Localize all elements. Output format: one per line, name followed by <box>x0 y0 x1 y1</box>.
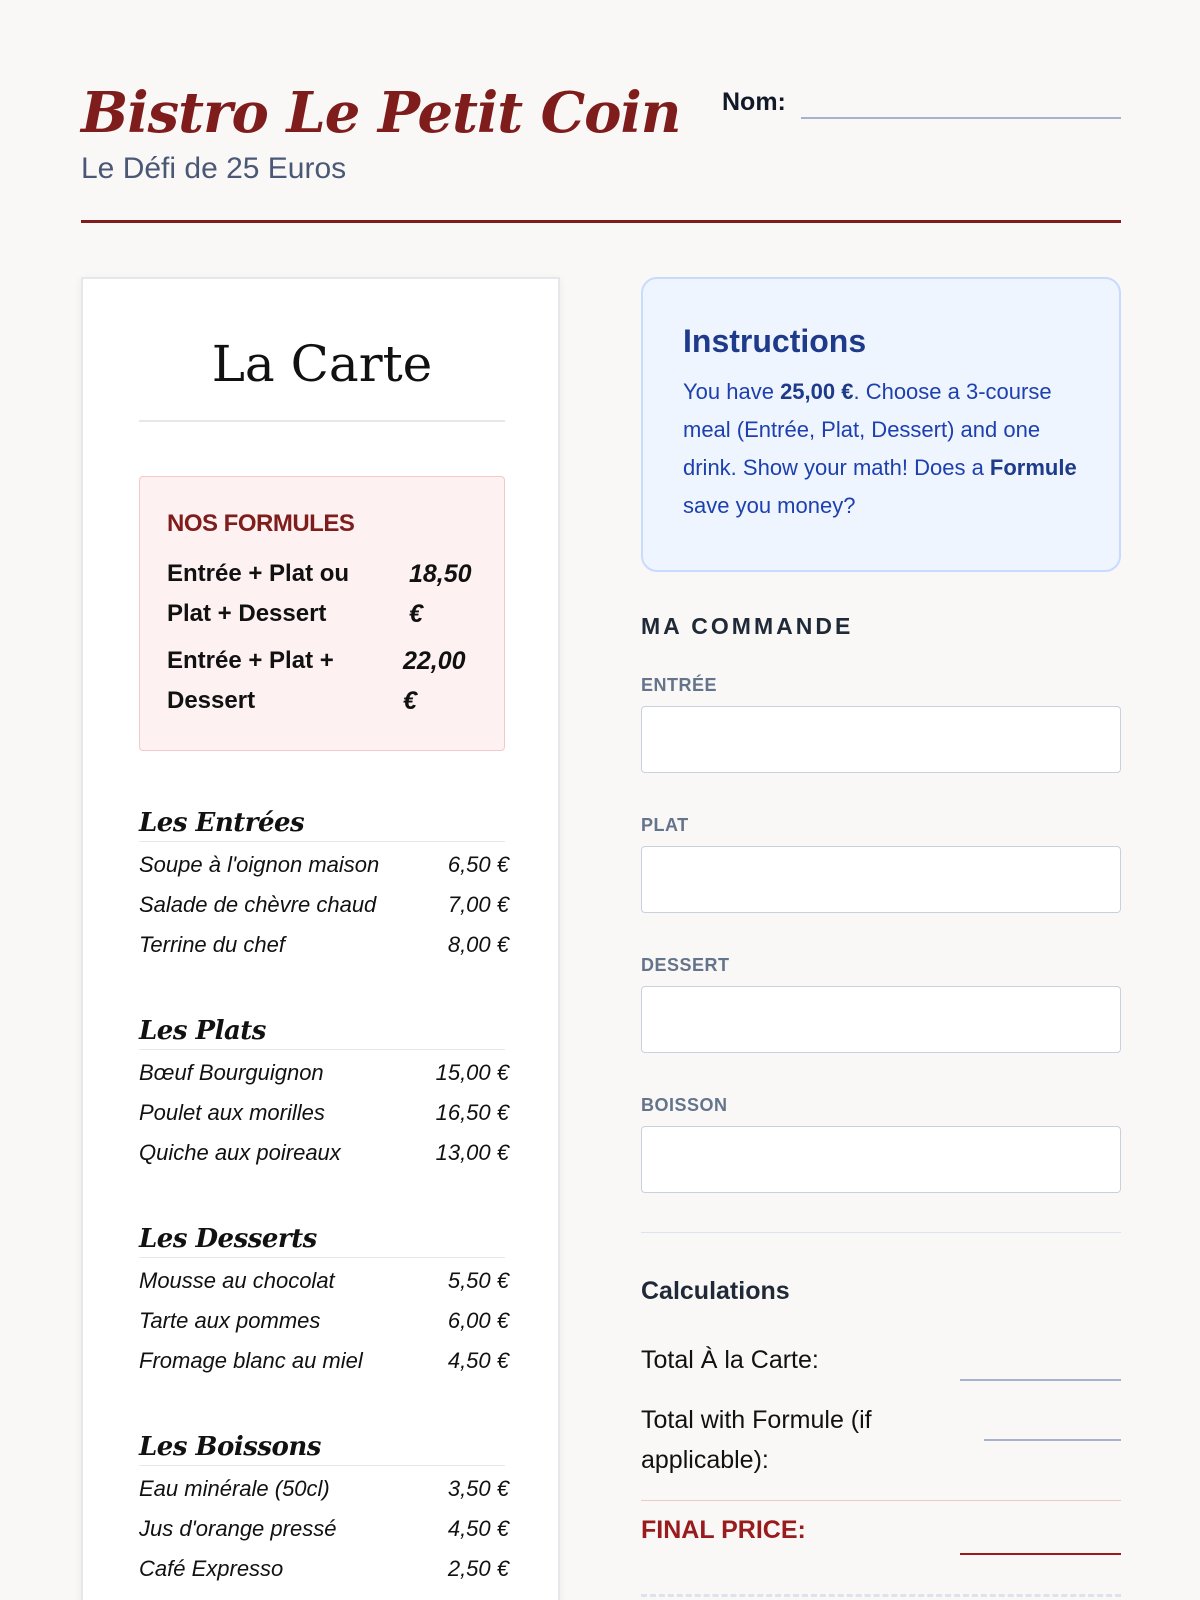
menu-item-name: Café Expresso <box>139 1556 284 1581</box>
entree-input[interactable] <box>641 706 1121 773</box>
name-label: Nom: <box>722 88 786 116</box>
formules-box <box>139 476 505 751</box>
order-title: MA COMMANDE <box>641 613 854 639</box>
menu-item <box>139 925 509 965</box>
worksheet-subtitle: Le Défi de 25 Euros <box>81 152 347 185</box>
instructions-text <box>683 373 1093 525</box>
calculations-title: Calculations <box>641 1277 790 1305</box>
total-formule-blank[interactable] <box>984 1439 1121 1441</box>
menu-item-price: 2,50 € <box>447 1556 509 1581</box>
menu-item <box>139 1469 509 1509</box>
menu-item-price: 6,00 € <box>447 1308 509 1333</box>
instructions-title: Instructions <box>683 323 867 359</box>
menu-item <box>139 1053 509 1093</box>
final-price-blank[interactable] <box>960 1553 1121 1555</box>
plat-label: PLAT <box>641 815 689 835</box>
menu-section-entrees <box>139 806 509 965</box>
budget-amount: 25,00 € <box>780 379 854 404</box>
menu-item-price: 4,50 € <box>447 1516 509 1541</box>
restaurant-name: Bistro Le Petit Coin <box>81 80 681 146</box>
menu-title: La Carte <box>139 334 505 422</box>
formules-heading: NOS FORMULES <box>167 510 355 537</box>
final-price-label: FINAL PRICE: <box>641 1516 806 1544</box>
menu-item-name: Fromage blanc au miel <box>139 1348 363 1373</box>
menu-section-desserts <box>139 1222 509 1381</box>
menu-item-price: 8,00 € <box>447 932 509 957</box>
menu-item-name: Quiche aux poireaux <box>139 1140 341 1165</box>
menu-item <box>139 1301 509 1341</box>
menu-item-price: 15,00 € <box>435 1060 509 1085</box>
dessert-label: DESSERT <box>641 955 730 975</box>
menu-item <box>139 1133 509 1173</box>
menu-card <box>81 277 560 1600</box>
menu-item-price: 13,00 € <box>435 1140 509 1165</box>
total-carte-blank[interactable] <box>960 1379 1121 1381</box>
menu-section-boissons <box>139 1430 509 1589</box>
entree-label: ENTRÉE <box>641 675 718 695</box>
formule-price: 18,50 € <box>409 560 472 628</box>
formule-keyword: Formule <box>989 455 1077 480</box>
name-blank-line[interactable] <box>801 117 1121 119</box>
menu-item-price: 4,50 € <box>447 1348 509 1373</box>
instructions-text-part: . Choose a 3-course meal (Entrée, Plat, Dessert) and one drink. Show your math! Does a <box>683 379 1052 480</box>
menu-item-name: Terrine du chef <box>139 932 285 957</box>
menu-item-name: Bœuf Bourguignon <box>139 1060 324 1085</box>
menu-item-price: 16,50 € <box>435 1100 509 1125</box>
menu-item <box>139 1093 509 1133</box>
boisson-label: BOISSON <box>641 1095 728 1115</box>
menu-item-price: 7,00 € <box>447 892 509 917</box>
plat-input[interactable] <box>641 846 1121 913</box>
total-formule-label: Total with Formule (if applicable): <box>641 1406 872 1474</box>
section-title: Les Plats <box>139 1014 505 1050</box>
menu-section-plats <box>139 1014 509 1173</box>
menu-item-price: 6,50 € <box>447 852 509 877</box>
menu-item-price: 3,50 € <box>447 1476 509 1501</box>
menu-item <box>139 1261 509 1301</box>
instructions-text-part: save you money? <box>683 493 856 518</box>
menu-item-name: Jus d'orange pressé <box>139 1516 337 1541</box>
menu-item <box>139 1549 509 1589</box>
section-title: Les Desserts <box>139 1222 505 1258</box>
menu-item <box>139 885 509 925</box>
dessert-input[interactable] <box>641 986 1121 1053</box>
formule-name: Entrée + Plat ou Plat + Dessert <box>167 560 350 627</box>
formule-name: Entrée + Plat + Dessert <box>167 647 334 714</box>
section-title: Les Boissons <box>139 1430 505 1466</box>
total-carte-label: Total À la Carte: <box>641 1346 819 1374</box>
instructions-box <box>641 277 1121 572</box>
menu-item <box>139 1341 509 1381</box>
menu-item-name: Tarte aux pommes <box>139 1308 321 1333</box>
divider <box>641 1500 1121 1501</box>
menu-item-name: Poulet aux morilles <box>139 1100 325 1125</box>
menu-item-name: Soupe à l'oignon maison <box>139 852 380 877</box>
menu-item-price: 5,50 € <box>447 1268 509 1293</box>
divider <box>641 1232 1121 1233</box>
formule-price: 22,00 € <box>403 647 466 715</box>
menu-item <box>139 845 509 885</box>
menu-item <box>139 1509 509 1549</box>
section-title: Les Entrées <box>139 806 505 842</box>
worksheet-header <box>81 80 1121 223</box>
instructions-text-part: You have <box>683 379 781 404</box>
boisson-input[interactable] <box>641 1126 1121 1193</box>
menu-item-name: Mousse au chocolat <box>139 1268 335 1293</box>
dashed-divider <box>641 1594 1121 1597</box>
menu-item-name: Eau minérale (50cl) <box>139 1476 330 1501</box>
menu-item-name: Salade de chèvre chaud <box>139 892 377 917</box>
